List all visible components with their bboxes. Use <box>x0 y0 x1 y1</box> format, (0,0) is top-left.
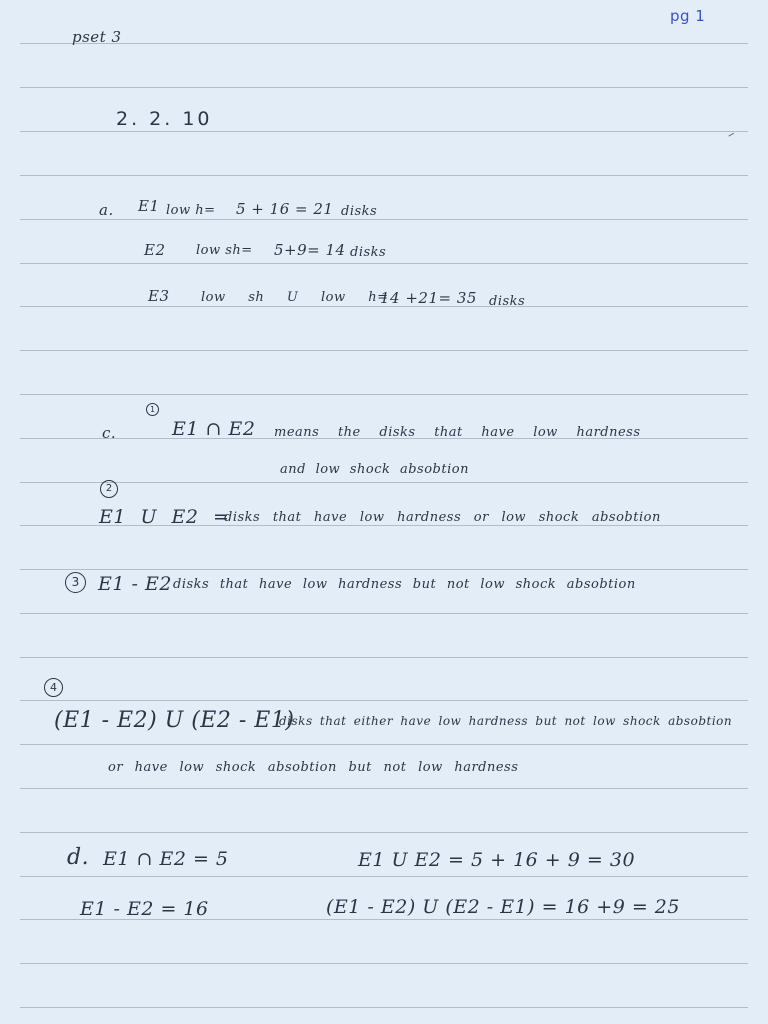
ruled-line <box>20 613 748 614</box>
part-d-label: d. <box>67 845 90 870</box>
e3-unit: disks <box>489 294 526 309</box>
ruled-line <box>20 569 748 570</box>
ruled-line <box>20 744 748 745</box>
ruled-line <box>20 87 748 88</box>
part-a-label: a. <box>99 201 114 219</box>
e3-description: low sh U low h= <box>201 290 389 305</box>
problem-number: 2. 2. 10 <box>116 108 213 130</box>
item-4-expression: (E1 - E2) U (E2 - E1) <box>54 708 295 733</box>
item-4-text-continued: or have low shock absobtion but not low hardness <box>108 760 519 775</box>
intersection-result: E1 ∩ E2 = 5 <box>103 848 229 870</box>
ruled-line <box>20 43 748 44</box>
ruled-line <box>20 219 748 220</box>
item-3-text: disks that have low hardness but not low shock absobtion <box>173 577 636 592</box>
ruled-line <box>20 394 748 395</box>
ruled-line <box>20 482 748 483</box>
ruled-line <box>20 700 748 701</box>
item-4-text: disks that either have low hardness but not low shock absobtion <box>279 714 733 728</box>
ruled-line <box>20 131 748 132</box>
symmetric-difference-result: (E1 - E2) U (E2 - E1) = 16 +9 = 25 <box>326 896 680 918</box>
part-c-label: c. <box>102 424 117 442</box>
item-1-text: means the disks that have low hardness <box>274 425 641 440</box>
item-1-marker: 1 <box>146 403 159 416</box>
item-1-text-continued: and low shock absobtion <box>280 462 469 477</box>
e2-calculation: 5+9= 14 <box>274 241 346 259</box>
stray-pen-mark <box>728 133 735 139</box>
ruled-line <box>20 963 748 964</box>
e2-unit: disks <box>350 245 387 260</box>
ruled-line <box>20 350 748 351</box>
item-1-expression: E1 ∩ E2 <box>172 418 256 440</box>
difference-result: E1 - E2 = 16 <box>80 898 209 920</box>
e1-unit: disks <box>341 204 378 219</box>
ruled-line <box>20 788 748 789</box>
ruled-line <box>20 175 748 176</box>
item-3-expression: E1 - E2 <box>98 573 172 595</box>
page-number: pg 1 <box>670 7 706 25</box>
item-2-expression: E1 U E2 = <box>99 506 230 528</box>
e2-description: low sh= <box>196 243 253 258</box>
ruled-line <box>20 876 748 877</box>
item-4-marker: 4 <box>44 678 63 697</box>
ruled-line <box>20 832 748 833</box>
item-3-marker: 3 <box>65 572 86 593</box>
ruled-line <box>20 657 748 658</box>
e1-description: low h= <box>166 203 216 218</box>
item-2-marker: 2 <box>100 480 118 498</box>
e3-name: E3 <box>148 287 170 305</box>
e1-name: E1 <box>138 197 160 215</box>
ruled-line <box>20 263 748 264</box>
e1-calculation: 5 + 16 = 21 <box>236 200 334 218</box>
item-2-text: disks that have low hardness or low shock absobtion <box>224 510 661 525</box>
e3-calculation: 14 +21= 35 <box>380 289 477 307</box>
ruled-line <box>20 1007 748 1008</box>
union-result: E1 U E2 = 5 + 16 + 9 = 30 <box>358 849 636 871</box>
e2-name: E2 <box>144 241 166 259</box>
page-title: pset 3 <box>72 28 122 46</box>
